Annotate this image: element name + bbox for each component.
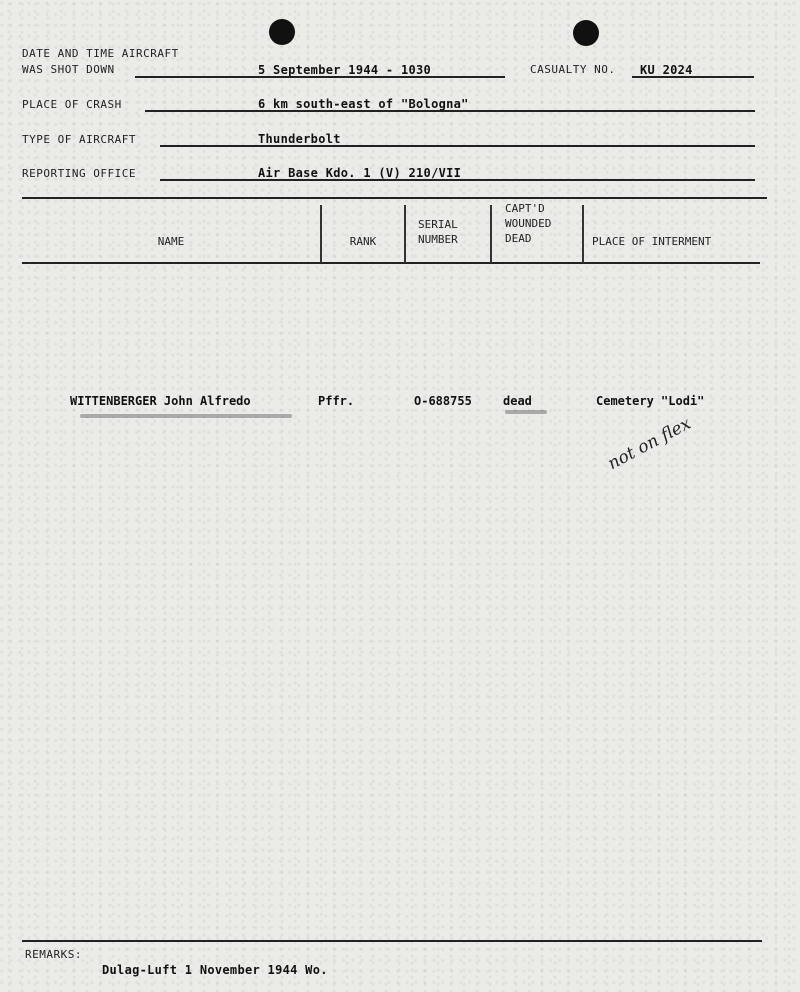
office-value: Air Base Kdo. 1 (V) 210/VII — [258, 166, 462, 180]
header-status — [505, 201, 551, 246]
type-rule — [160, 145, 755, 147]
header-status-line3: DEAD — [505, 232, 532, 245]
header-place: PLACE OF INTERMENT — [592, 235, 712, 248]
casualty-value: KU 2024 — [640, 63, 693, 77]
type-label: TYPE OF AIRCRAFT — [22, 133, 136, 146]
type-value: Thunderbolt — [258, 132, 341, 146]
table-header-bottom-rule — [22, 262, 760, 264]
place-value: 6 km south-east of "Bologna" — [258, 97, 469, 111]
casualty-label: CASUALTY NO. — [530, 63, 616, 76]
header-serial-line1: SERIAL — [418, 218, 458, 231]
column-divider — [404, 205, 406, 263]
date-label-line2: WAS SHOT DOWN — [22, 63, 115, 76]
date-value: 5 September 1944 - 1030 — [258, 63, 432, 77]
entry-status: dead — [503, 394, 532, 408]
handwritten-note: not on flex — [604, 413, 695, 474]
entry-place: Cemetery "Lodi" — [596, 394, 705, 408]
status-pencil-underline — [505, 410, 547, 414]
punch-hole-right — [573, 20, 599, 46]
column-divider — [490, 205, 492, 263]
name-pencil-underline — [80, 414, 292, 418]
header-status-line1: CAPT'D — [505, 202, 545, 215]
header-serial-line2: NUMBER — [418, 233, 458, 246]
column-divider — [582, 205, 584, 263]
header-rank: RANK — [349, 235, 377, 248]
place-label: PLACE OF CRASH — [22, 98, 122, 111]
punch-hole-left — [269, 19, 295, 45]
entry-name: WITTENBERGER John Alfredo — [70, 394, 251, 408]
remarks-value: Dulag-Luft 1 November 1944 Wo. — [102, 963, 328, 977]
date-label-line1: DATE AND TIME AIRCRAFT — [22, 47, 179, 60]
header-serial — [418, 217, 458, 247]
table-top-rule — [22, 197, 767, 199]
header-status-line2: WOUNDED — [505, 217, 552, 230]
office-label: REPORTING OFFICE — [22, 167, 136, 180]
entry-serial: O-688755 — [414, 394, 472, 408]
remarks-rule — [22, 940, 762, 942]
entry-rank: Pffr. — [318, 394, 355, 408]
remarks-label: REMARKS: — [25, 948, 82, 961]
header-name: NAME — [157, 235, 185, 248]
